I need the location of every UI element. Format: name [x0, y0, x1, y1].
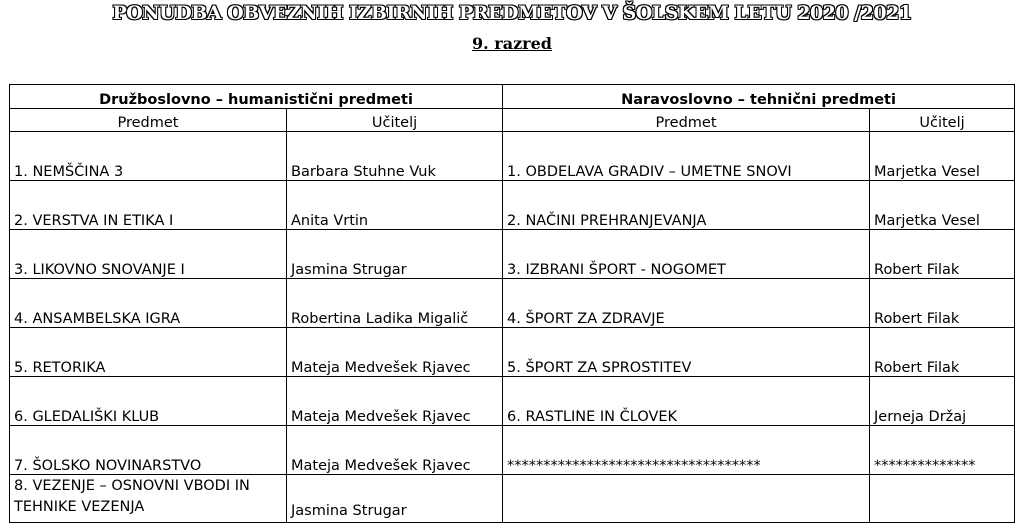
right-teacher-cell: Marjetka Vesel [870, 181, 1015, 230]
col-teacher-right: Učitelj [870, 109, 1015, 132]
col-subject-left: Predmet [10, 109, 287, 132]
right-subject-cell: 3. IZBRANI ŠPORT - NOGOMET [503, 230, 870, 279]
right-teacher-cell: Robert Filak [870, 279, 1015, 328]
right-teacher-cell [870, 475, 1015, 523]
left-teacher-cell [287, 279, 503, 328]
table-row [10, 132, 1015, 181]
right-teacher-cell: Robert Filak [870, 328, 1015, 377]
teacher-name-part: Barbara [291, 164, 354, 180]
right-subject-cell: 2. NAČINI PREHRANJEVANJA [503, 181, 870, 230]
group-right-header: Naravoslovno – tehnični predmeti [503, 85, 1015, 109]
right-teacher-cell: Robert Filak [870, 230, 1015, 279]
left-subject-cell: 7. ŠOLSKO NOVINARSTVO [10, 426, 287, 475]
document-title: PONUDBA OBVEZNIH IZBIRNIH PREDMETOV V ŠOLSKEM LETU 2020 /2021 [112, 2, 912, 24]
column-header-row [10, 109, 1015, 132]
right-teacher-cell: ************** [870, 426, 1015, 475]
left-subject-cell: 8. VEZENJE – OSNOVNI VBODI IN TEHNIKE VEZENJA [10, 475, 287, 523]
left-subject-cell: 4. ANSAMBELSKA IGRA [10, 279, 287, 328]
left-teacher-cell: Jasmina Strugar [287, 230, 503, 279]
left-teacher-cell [287, 132, 503, 181]
spellcheck-flagged-word: Stuhne [353, 164, 405, 180]
left-teacher-cell: Mateja Medvešek Rjavec [287, 426, 503, 475]
table-row [10, 426, 1015, 475]
group-header-row [10, 85, 1015, 109]
left-teacher-cell: Mateja Medvešek Rjavec [287, 328, 503, 377]
spellcheck-flagged-word: Robertina Ladika Migalič [291, 311, 469, 327]
right-teacher-cell: Marjetka Vesel [870, 132, 1015, 181]
col-subject-right: Predmet [503, 109, 870, 132]
left-teacher-cell: Anita Vrtin [287, 181, 503, 230]
table-row [10, 230, 1015, 279]
table-row [10, 328, 1015, 377]
right-subject-cell: 4. ŠPORT ZA ZDRAVJE [503, 279, 870, 328]
grade-subtitle [0, 34, 1024, 54]
left-subject-cell: 6. GLEDALIŠKI KLUB [10, 377, 287, 426]
table-row [10, 377, 1015, 426]
teacher-name-part: Vuk [404, 164, 436, 180]
right-teacher-cell: Jerneja Držaj [870, 377, 1015, 426]
subjects-table [9, 84, 1015, 523]
col-teacher-left: Učitelj [287, 109, 503, 132]
right-subject-cell: 1. OBDELAVA GRADIV – UMETNE SNOVI [503, 132, 870, 181]
right-subject-cell [503, 475, 870, 523]
left-teacher-cell: Mateja Medvešek Rjavec [287, 377, 503, 426]
grade-subtitle-text: 9. razred [472, 34, 552, 53]
table-row [10, 279, 1015, 328]
left-subject-cell: 3. LIKOVNO SNOVANJE I [10, 230, 287, 279]
right-subject-cell: *********************************** [503, 426, 870, 475]
left-subject-cell: 2. VERSTVA IN ETIKA I [10, 181, 287, 230]
table-row [10, 181, 1015, 230]
right-subject-cell: 5. ŠPORT ZA SPROSTITEV [503, 328, 870, 377]
left-subject-cell: 5. RETORIKA [10, 328, 287, 377]
left-teacher-cell: Jasmina Strugar [287, 475, 503, 523]
left-subject-cell: 1. NEMŠČINA 3 [10, 132, 287, 181]
right-subject-cell: 6. RASTLINE IN ČLOVEK [503, 377, 870, 426]
table-row [10, 475, 1015, 523]
group-left-header: Družboslovno – humanistični predmeti [10, 85, 503, 109]
